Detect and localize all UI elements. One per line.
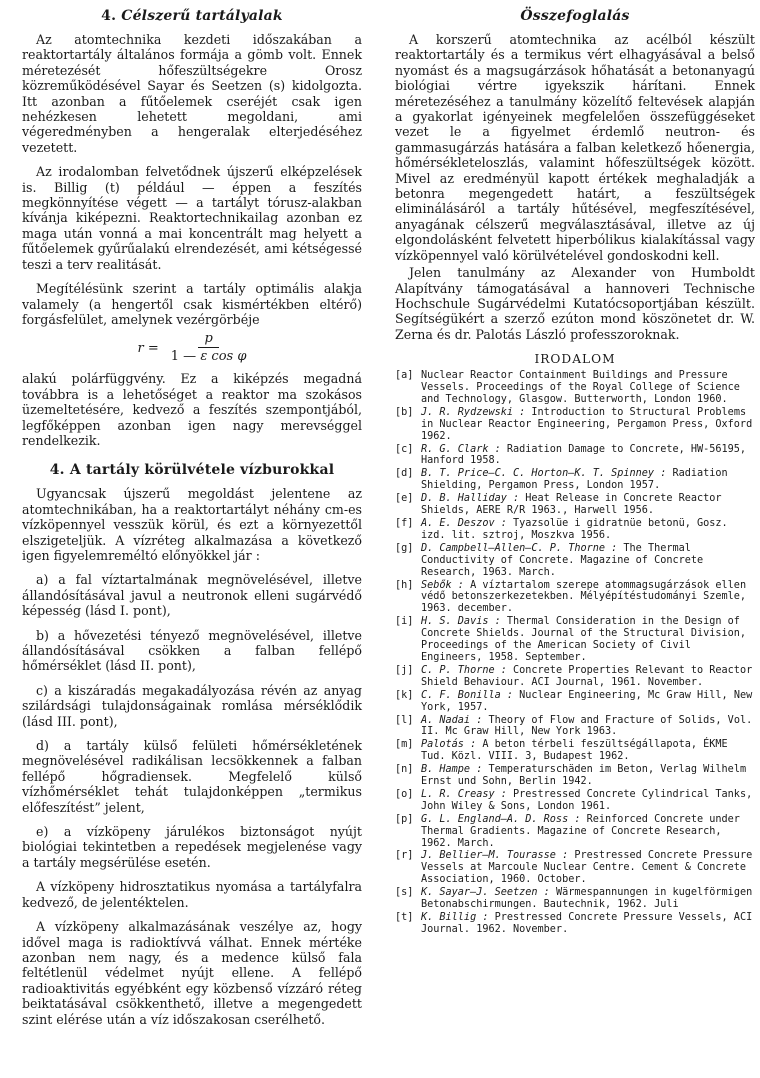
- reference-body: Prestressed Concrete Cylindrical Tanks, John Wiley & Sons, London 1961.: [421, 788, 753, 812]
- reference-body: Thermal Consideration in the Design of Concrete Shields. Journal of the Structural Division, Proceedings of the American Society of Civil Engineers, 1958. September.: [421, 616, 747, 663]
- list-item-e: e) a vízköpeny járulékos biztonságot nyújt biológiai tekintetben a repedések megjelenése vagy a tartály megsérülése esetén.: [22, 824, 362, 870]
- reference-text: [421, 690, 755, 714]
- reference-text: [421, 493, 755, 517]
- equation-lhs: r =: [137, 340, 159, 356]
- reference-text: [421, 715, 755, 739]
- reference-label: [i]: [395, 616, 414, 628]
- reference-author: J. Bellier—M. Tourasse :: [421, 850, 569, 862]
- reference-body: Heat Release in Concrete Reactor Shields, AERE R/R 1963., Harwell 1956.: [421, 493, 722, 517]
- reference-author: D. Campbell—Allen—C. P. Thorne :: [421, 542, 618, 554]
- left-column: [22, 8, 362, 1036]
- reference-body: Tyazsolüe i gidratnüe betonü, Gosz. izd. lit. sztroj, Moszkva 1956.: [421, 518, 728, 541]
- reference-author: C. F. Bonilla :: [421, 689, 514, 701]
- reference-label: [c]: [395, 443, 414, 455]
- reference-text: [421, 370, 755, 406]
- list-item-d: d) a tartály külső felületi hőmérsékletének megnövelésével radikálisan lecsökkennek a falban fellépő hőgradiensek. Megfelelő külső vízhőmérséklet tehát tulajdonképpen „termikus előfeszítést” jelent,: [22, 738, 362, 815]
- reference-body: Temperaturschäden im Beton, Verlag Wilhelm Ernst und Sohn, Berlin 1942.: [421, 764, 747, 788]
- reference-item: [395, 887, 755, 911]
- reference-text: [421, 850, 755, 886]
- paragraph: A vízköpeny alkalmazásának veszélye az, hogy idővel maga is radioktívvá válhat. Ennek mértéke azonban nem nagy, és a medence külső fala feltétlenül védelmet nyújt ellene. A fellépő radioaktivitás egyébként egy közbenső vízzáró réteg beiktatásával csökkenthető, illetve a megengedett szint elérése után a víz időszakosan cserélhető.: [22, 919, 362, 1027]
- equation-denominator-constant: 1 —: [170, 349, 201, 365]
- reference-label: [a]: [395, 370, 414, 382]
- list-item-a: a) a fal víztartalmának megnövelésével, illetve állandósításával javul a neutronok elleni sugárvédő képesség (lásd I. pont),: [22, 572, 362, 619]
- reference-label: [t]: [395, 912, 414, 923]
- reference-body: A beton térbeli feszültségállapota, ÉKME Tud. Közl. VIII. 3, Budapest 1962.: [421, 739, 728, 763]
- reference-label: [r]: [395, 850, 414, 862]
- reference-author: A. Nadai :: [421, 714, 483, 726]
- reference-author: K. Sayar—J. Seetzen :: [421, 887, 550, 899]
- reference-text: [421, 616, 755, 664]
- reference-text: [421, 764, 755, 788]
- reference-item: [395, 493, 755, 517]
- reference-item: [395, 616, 755, 664]
- reference-text: [421, 518, 755, 542]
- section-number: 4.: [49, 462, 65, 479]
- reference-text: [421, 912, 755, 936]
- reference-item: [395, 580, 755, 616]
- reference-label: [s]: [395, 887, 414, 899]
- paragraph: Megítélésünk szerint a tartály optimális alakja valamely (a hengertől csak kismértékben eltérő) forgásfelület, amelynek vezérgörbéje: [22, 281, 362, 327]
- reference-body: Radiation Damage to Concrete, HW-56195, Hanford 1958.: [421, 443, 747, 467]
- section-heading-water-jacket: [22, 462, 362, 478]
- reference-label: [b]: [395, 406, 414, 418]
- reference-item: [395, 690, 755, 714]
- reference-text: [421, 407, 755, 443]
- list-item-c: c) a kiszáradás megakadályozása révén az anyag szilárdsági tulajdonságainak romlása mérséklődik (lásd III. pont),: [22, 682, 362, 729]
- reference-body: Nuclear Reactor Containment Buildings and Pressure Vessels. Proceedings of the Royal College of Science and Technology, Glasgow. Butterworth, London 1960.: [421, 370, 740, 405]
- paragraph: Ugyancsak újszerű megoldást jelentene az atomtechnikában, ha a reaktortartályt néhány cm-es vízköpennyel vesszük körül, és ezt a környezettől elszigeteljük. A vízréteg alkalmazása a következő igen figyelemreméltó előnyökkel jár :: [22, 486, 362, 563]
- reference-text: [421, 739, 755, 763]
- reference-label: [k]: [395, 689, 414, 701]
- reference-author: B. Hampe :: [421, 764, 483, 776]
- reference-body: Concrete Properties Relevant to Reactor Shield Behaviour. ACI Journal, 1961. November.: [421, 664, 753, 688]
- reference-label: [o]: [395, 788, 414, 800]
- reference-item: [395, 518, 755, 542]
- section-title: Célszerű tartályalak: [121, 8, 283, 24]
- reference-label: [e]: [395, 493, 414, 505]
- right-column: [395, 8, 755, 937]
- reference-item: [395, 814, 755, 850]
- reference-item: [395, 912, 755, 936]
- section-number: 4.: [101, 8, 117, 24]
- reference-label: [l]: [395, 714, 414, 726]
- paragraph: Az irodalomban felvetődnek újszerű elképzelések is. Billig (t) például — éppen a feszítés megkönnyítése végett — a tartályt tórusz-alakban kívánja kiképezni. Reaktortechnikailag azonban ez maga után vonná a mai koncentrált mag helyett a fűtőelemek gyűrűalakú elrendezését, ami kétségessé teszi a terv realitását.: [22, 164, 362, 272]
- reference-label: [j]: [395, 664, 414, 676]
- reference-item: [395, 665, 755, 689]
- summary-paragraph: A korszerű atomtechnika az acélból készült reaktortartály és a termikus vért elhagyásával a belső nyomást és a magsugárzások hőhatását a betonanyagú biológiai vértre igyekszik hárítani. Ennek méretezéséhez a tanulmány közelítő feltevések alapján a gyakorlat igényeinek megfelelően összefüggéseket vezet le a figyelmet érdemlő neutron- és gammasugárzás hatására a falban keletkező hőenergia, hőmérsékleteloszlás, valamint hőfeszültségek között. Mivel az eredményül kapott értékek meghaladják a betonra megengedett határt, a feszültségek eliminálásáról a tartály hűtésével, megfeszítésével, anyagának célszerű megválasztásával, illetve az új elgondolásként felvetett hiperbólikus kialakítással vagy vízköpennyel való körülvételével gondoskodni kell.: [395, 32, 755, 263]
- reference-author: K. Billig :: [421, 912, 489, 923]
- reference-author: Palotás :: [421, 739, 477, 751]
- reference-body: Theory of Flow and Fracture of Solids, Vol. II. Mc Graw Hill, New York 1963.: [421, 714, 753, 738]
- reference-body: Prestressed Concrete Pressure Vessels, ACI Journal. 1962. November.: [421, 912, 753, 935]
- reference-author: H. S. Davis :: [421, 616, 501, 628]
- equation-denominator: [171, 348, 247, 365]
- reference-label: [f]: [395, 518, 414, 529]
- reference-item: [395, 468, 755, 492]
- reference-item: [395, 850, 755, 886]
- reference-author: A. E. Deszov :: [421, 518, 507, 529]
- reference-body: The Thermal Conductivity of Concrete. Magazine of Concrete Research, 1963. March.: [421, 542, 704, 578]
- reference-item: [395, 739, 755, 763]
- paragraph: Az atomtechnika kezdeti időszakában a reaktortartály általános formája a gömb volt. Ennek méretezését hőfeszültségekre Orosz közreműködésével Sayar és Seetzen (s) kidolgozta. Itt azonban a fűtőelemek cseréjét csak igen nehézkesen lehetett megoldani, ami végeredményben a hengeralak elterjedéséhez vezetett.: [22, 32, 362, 155]
- reference-author: J. R. Rydzewski :: [421, 406, 526, 418]
- references-heading: IRODALOM: [534, 352, 616, 367]
- reference-text: [421, 444, 755, 468]
- reference-label: [g]: [395, 542, 414, 554]
- reference-body: Prestressed Concrete Pressure Vessels at Marcoule Nuclear Centre. Cement & Concrete Association, 1960. October.: [421, 850, 753, 886]
- reference-author: D. B. Halliday :: [421, 493, 520, 505]
- reference-item: [395, 789, 755, 813]
- summary-title: Összefoglalás: [520, 8, 630, 24]
- reference-item: [395, 407, 755, 443]
- section-title: A tartály körülvétele vízburokkal: [69, 462, 335, 479]
- equation-numerator: p: [198, 331, 218, 348]
- reference-text: [421, 665, 755, 689]
- reference-author: Sebők :: [421, 579, 464, 591]
- summary-heading: [395, 8, 755, 24]
- reference-text: [421, 789, 755, 813]
- reference-item: [395, 370, 755, 406]
- reference-label: [h]: [395, 579, 414, 591]
- reference-text: [421, 543, 755, 579]
- reference-body: A víztartalom szerepe atommagsugárzások ellen védő betonszerkezetekben. Mélyépítéstudományi Szemle, 1963. december.: [421, 579, 747, 615]
- acknowledgement-paragraph: Jelen tanulmány az Alexander von Humboldt Alapítvány támogatásával a hannoveri Technische Hochschule Sugárvédelmi Kutatócsoportjában készült. Segítségükért a szerző ezúton mond köszönetet dr. W. Zerna és dr. Palotás László professzoroknak.: [395, 265, 755, 342]
- references-list: [395, 370, 755, 936]
- equation: [22, 331, 362, 365]
- reference-body: Radiation Shielding, Pergamon Press, London 1957.: [421, 468, 728, 492]
- reference-author: C. P. Thorne :: [421, 664, 507, 676]
- reference-label: [p]: [395, 813, 414, 825]
- equation-denominator-term: ε cos φ: [200, 349, 247, 365]
- section-heading-shape: [22, 8, 362, 24]
- reference-author: L. R. Creasy :: [421, 788, 507, 800]
- paragraph: alakú polárfüggvény. Ez a kiképzés megadná továbbra is a lehetőséget a reaktor ma szokásos üzemeltetésére, kedvező a feszítés szempontjából, legfőképpen azonban igen nagy merevséggel rendelkezik.: [22, 371, 362, 448]
- reference-text: [421, 580, 755, 616]
- reference-item: [395, 444, 755, 468]
- reference-item: [395, 543, 755, 579]
- reference-item: [395, 715, 755, 739]
- paragraph: A vízköpeny hidrosztatikus nyomása a tartályfalra kedvező, de jelentéktelen.: [22, 879, 362, 910]
- reference-label: [m]: [395, 739, 414, 751]
- reference-text: [421, 814, 755, 850]
- reference-body: Introduction to Structural Problems in Nuclear Reactor Engineering, Pergamon Press, Oxford 1962.: [421, 406, 753, 442]
- reference-item: [395, 764, 755, 788]
- reference-text: [421, 887, 755, 911]
- reference-body: Reinforced Concrete under Thermal Gradients. Magazine of Concrete Research, 1962. March.: [421, 813, 740, 849]
- reference-body: Wärmespannungen in kugelförmigen Betonabschirmungen. Bautechnik, 1962. Juli: [421, 887, 753, 911]
- reference-body: Nuclear Engineering, Mc Graw Hill, New York, 1957.: [421, 689, 753, 713]
- reference-author: G. L. England—A. D. Ross :: [421, 813, 581, 825]
- reference-author: R. G. Clark :: [421, 443, 501, 455]
- reference-label: [d]: [395, 468, 414, 480]
- reference-author: B. T. Price—C. C. Horton—K. T. Spinney :: [421, 468, 667, 480]
- reference-text: [421, 468, 755, 492]
- equation-fraction: [171, 331, 247, 365]
- list-item-b: b) a hővezetési tényező megnövelésével, illetve állandósításával csökken a falban fellépő hőmérséklet (lásd II. pont),: [22, 627, 362, 674]
- reference-label: [n]: [395, 764, 414, 776]
